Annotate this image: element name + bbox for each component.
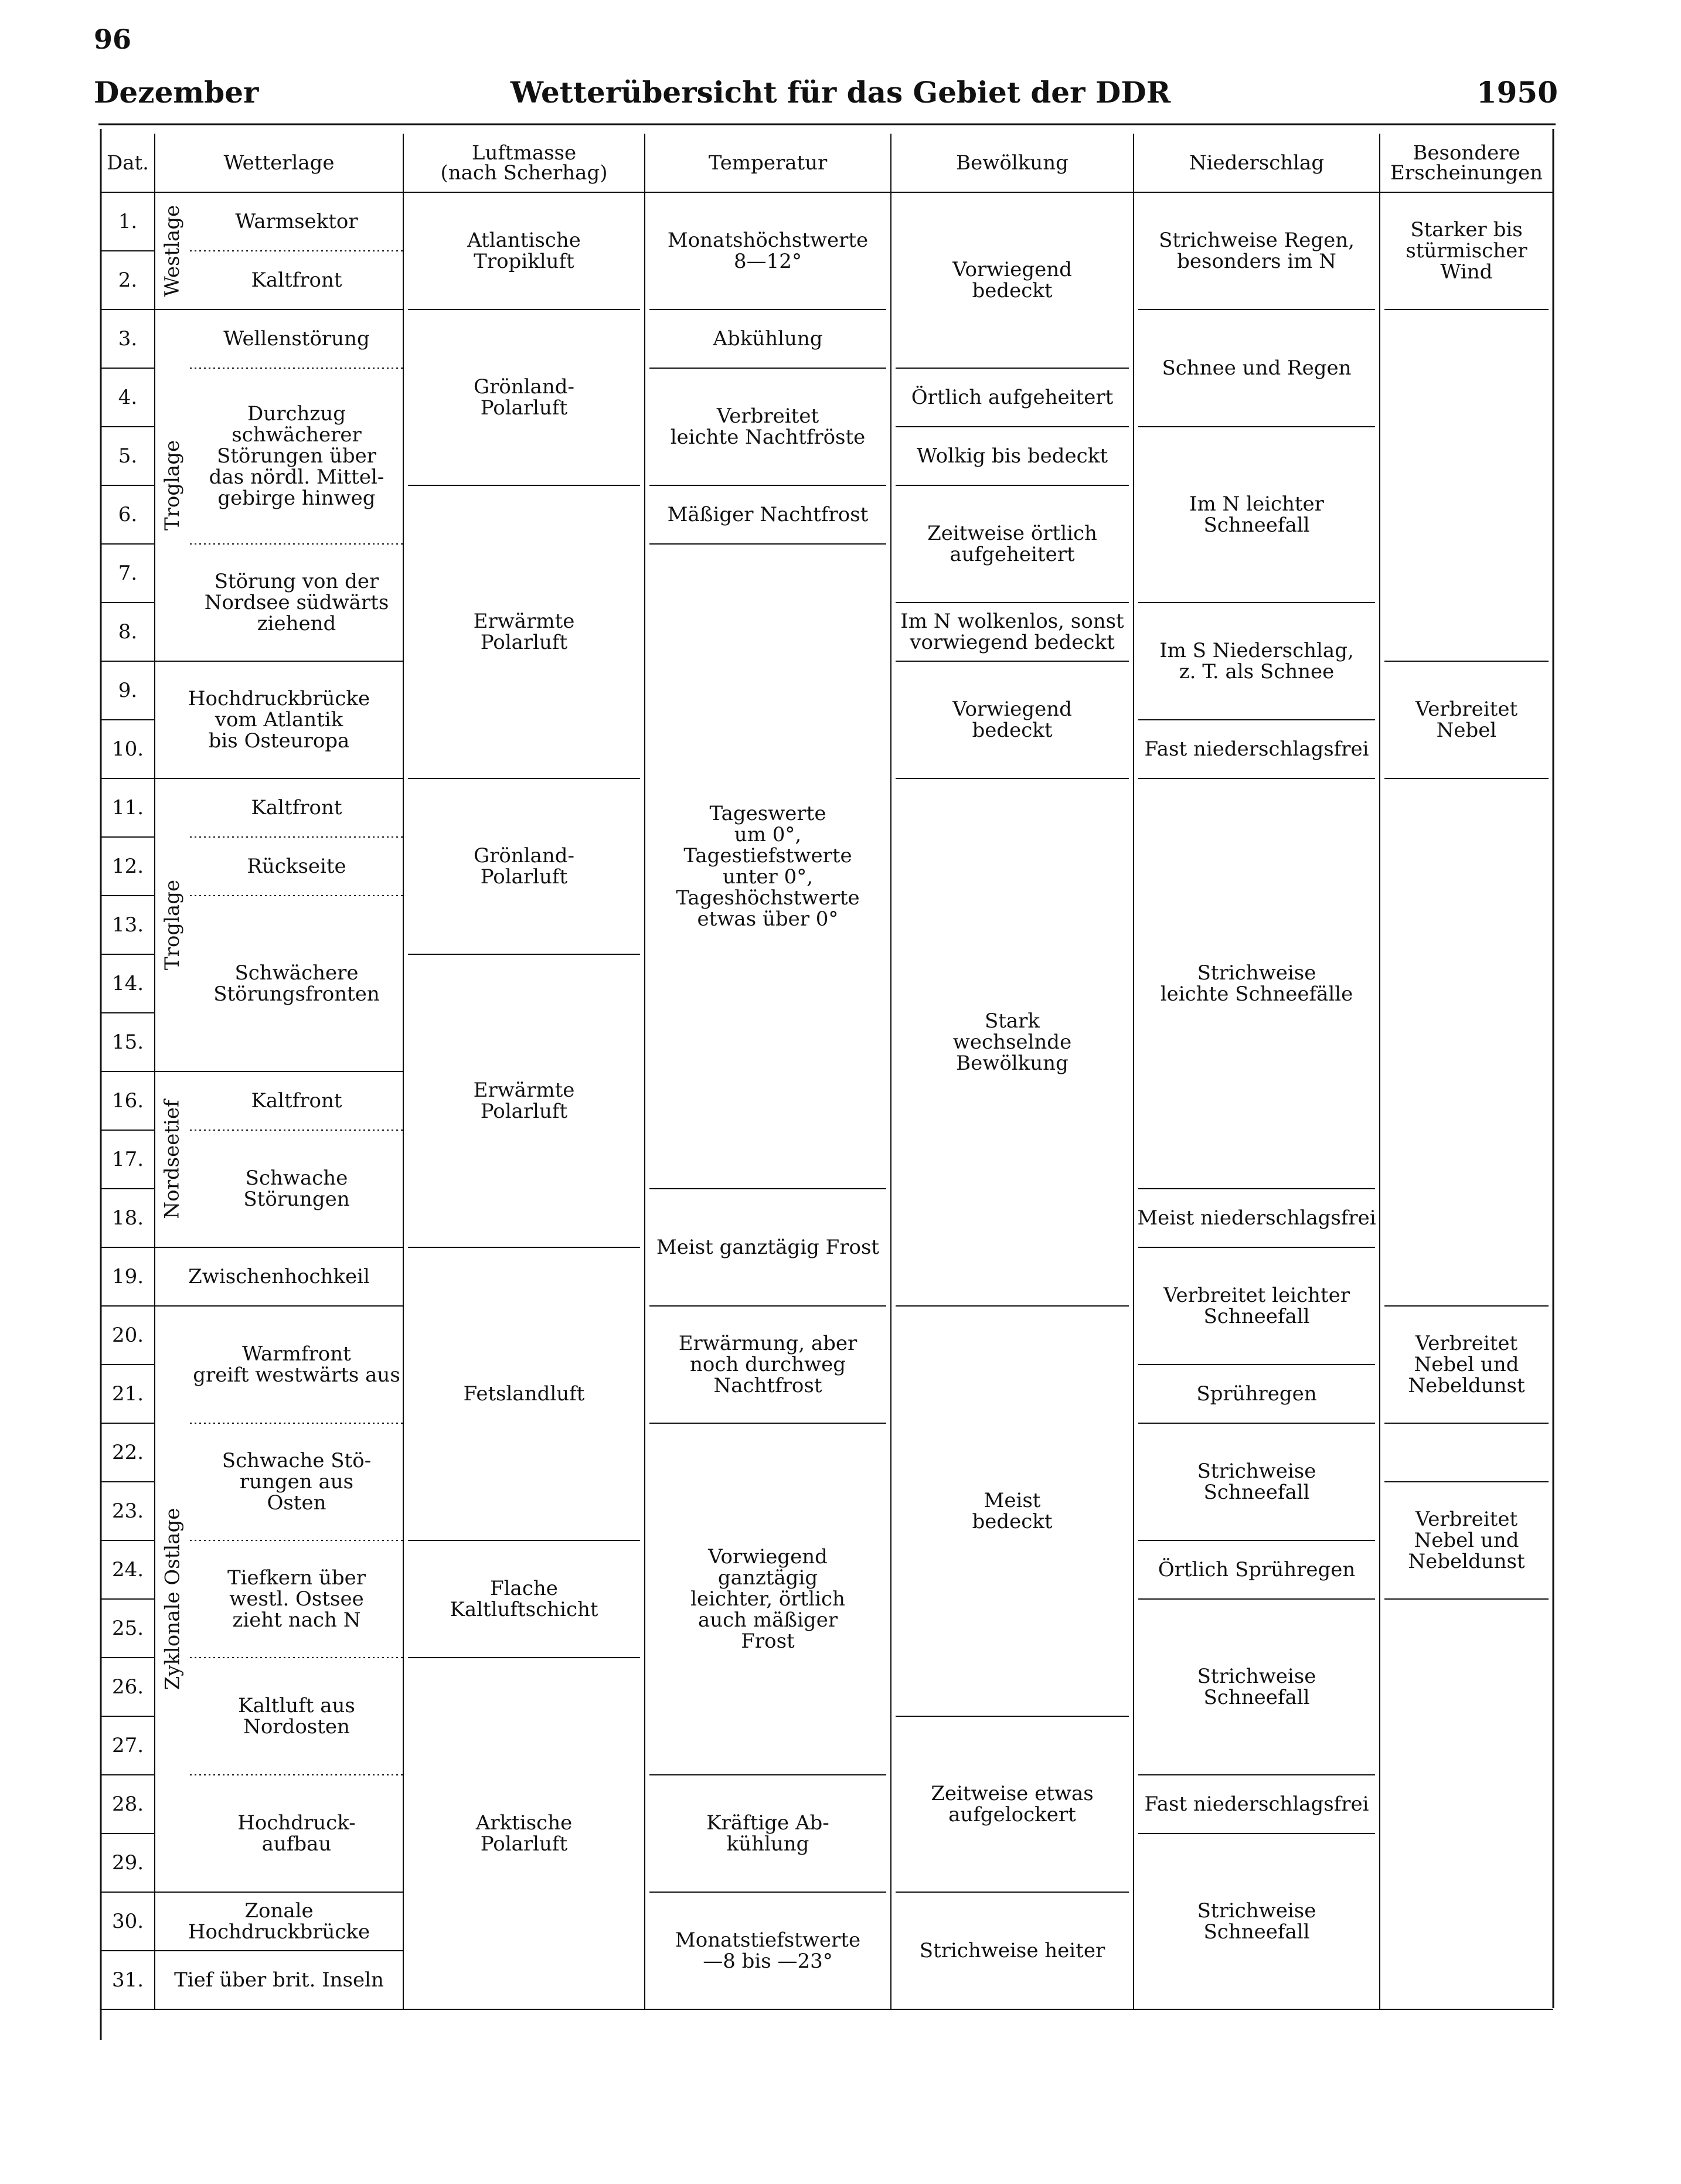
month-label: Dezember bbox=[94, 75, 259, 110]
temperatur-cell: Meist ganztägig Frost bbox=[656, 1236, 880, 1259]
header-besondere: Besondere Erscheinungen bbox=[1390, 141, 1543, 185]
wetterlage-cell: Durchzug schwächerer Störungen über das nördl. Mittel- gebirge hinweg bbox=[209, 402, 384, 510]
luftmasse-cell: Grönland- Polarluft bbox=[473, 844, 575, 889]
besondere-cell: Verbreitet Nebel und Nebeldunst bbox=[1408, 1332, 1525, 1397]
luftmasse-cell: Fetslandluft bbox=[463, 1382, 585, 1406]
lage-label bbox=[155, 1071, 190, 1247]
temperatur-cell: Kräftige Ab- kühlung bbox=[706, 1811, 829, 1856]
wetterlage-cell: Schwächere Störungsfronten bbox=[213, 961, 380, 1006]
lage-label bbox=[155, 309, 190, 661]
besondere-cell bbox=[1380, 1423, 1553, 1482]
niederschlag-cell: Im S Niederschlag, z. T. als Schnee bbox=[1159, 639, 1354, 683]
temperatur-cell: Mäßiger Nachtfrost bbox=[667, 503, 869, 526]
lage-label-text: Zyklonale Ostlage bbox=[161, 1508, 185, 1690]
bewoelkung-cell: Wolkig bis bedeckt bbox=[916, 444, 1108, 468]
header-bewoelkung: Bewölkung bbox=[956, 151, 1069, 175]
lage-label-text: Westlage bbox=[161, 205, 184, 297]
bewoelkung-cell: Stark wechselnde Bewölkung bbox=[952, 1009, 1072, 1075]
niederschlag-cell: Strichweise leichte Schneefälle bbox=[1160, 961, 1353, 1006]
temperatur-cell: Erwärmung, aber noch durchweg Nachtfrost bbox=[678, 1332, 857, 1397]
niederschlag-cell: Im N leichter Schneefall bbox=[1189, 492, 1324, 537]
wetterlage-cell: Kaltfront bbox=[251, 268, 342, 292]
day-number: 24. bbox=[111, 1558, 144, 1581]
day-number: 12. bbox=[111, 855, 144, 878]
wetterlage-cell: Tief über brit. Inseln bbox=[174, 1968, 384, 1992]
day-number: 16. bbox=[111, 1089, 144, 1113]
day-number: 5. bbox=[118, 444, 138, 468]
niederschlag-cell: Fast niederschlagsfrei bbox=[1144, 737, 1369, 761]
day-number: 9. bbox=[118, 679, 138, 702]
wetterlage-cell: Kaltluft aus Nordosten bbox=[238, 1694, 355, 1739]
niederschlag-cell: Sprühregen bbox=[1196, 1382, 1317, 1406]
day-number: 8. bbox=[118, 620, 138, 644]
bewoelkung-cell: Zeitweise etwas aufgelockert bbox=[931, 1782, 1094, 1826]
temperatur-cell: Monatstiefstwerte —8 bis —23° bbox=[675, 1928, 861, 1973]
day-number: 6. bbox=[118, 503, 138, 526]
lage-label bbox=[155, 192, 190, 309]
bewoelkung-cell: Vorwiegend bedeckt bbox=[952, 258, 1072, 302]
lage-label-text: Troglage bbox=[161, 879, 185, 971]
day-number: 31. bbox=[111, 1968, 144, 1992]
wetterlage-cell: Kaltfront bbox=[251, 796, 342, 819]
besondere-cell: Verbreitet Nebel bbox=[1415, 698, 1518, 742]
wetterlage-cell: Hochdruck- aufbau bbox=[237, 1811, 356, 1856]
header-temperatur: Temperatur bbox=[708, 151, 828, 175]
year-label: 1950 bbox=[1476, 75, 1558, 110]
day-number: 18. bbox=[111, 1206, 144, 1230]
luftmasse-cell: Arktische Polarluft bbox=[475, 1811, 573, 1856]
temperatur-cell: Monatshöchstwerte 8—12° bbox=[667, 229, 869, 273]
wetterlage-cell: Hochdruckbrücke vom Atlantik bis Osteuropa bbox=[188, 687, 370, 753]
luftmasse-cell: Erwärmte Polarluft bbox=[473, 1079, 575, 1123]
wetterlage-cell: Kaltfront bbox=[251, 1089, 342, 1113]
day-number: 19. bbox=[111, 1265, 144, 1288]
bewoelkung-cell: Zeitweise örtlich aufgeheitert bbox=[927, 522, 1097, 566]
day-number: 11. bbox=[111, 796, 144, 819]
niederschlag-cell: Örtlich Sprühregen bbox=[1158, 1558, 1356, 1581]
day-number: 2. bbox=[118, 268, 138, 292]
day-number: 7. bbox=[118, 562, 138, 585]
day-number: 29. bbox=[111, 1851, 144, 1875]
niederschlag-cell: Strichweise Regen, besonders im N bbox=[1159, 229, 1355, 273]
niederschlag-cell: Fast niederschlagsfrei bbox=[1144, 1792, 1369, 1816]
day-number: 23. bbox=[111, 1499, 144, 1523]
wetterlage-cell: Zwischenhochkeil bbox=[188, 1265, 370, 1288]
niederschlag-cell: Strichweise Schneefall bbox=[1197, 1899, 1316, 1944]
day-number: 4. bbox=[118, 386, 138, 409]
luftmasse-cell: Flache Kaltluftschicht bbox=[450, 1577, 598, 1621]
bewoelkung-cell: Im N wolkenlos, sonst vorwiegend bedeckt bbox=[900, 610, 1124, 654]
wetterlage-cell: Warmfront greift westwärts aus bbox=[193, 1342, 400, 1387]
temperatur-cell: Verbreitet leichte Nachtfröste bbox=[670, 404, 866, 449]
wetterlage-cell: Warmsektor bbox=[235, 210, 358, 233]
header-luftmasse: Luftmasse (nach Scherhag) bbox=[440, 141, 608, 185]
luftmasse-cell: Atlantische Tropikluft bbox=[467, 229, 581, 273]
wetterlage-cell: Schwache Störungen bbox=[243, 1166, 350, 1211]
day-number: 27. bbox=[111, 1734, 144, 1757]
besondere-cell: Starker bis stürmischer Wind bbox=[1406, 218, 1527, 284]
niederschlag-cell: Meist niederschlagsfrei bbox=[1137, 1206, 1376, 1230]
temperatur-cell: Vorwiegend ganztägig leichter, örtlich auch mäßiger Frost bbox=[690, 1545, 845, 1653]
wetterlage-cell: Störung von der Nordsee südwärts ziehend bbox=[204, 570, 389, 635]
niederschlag-cell: Strichweise Schneefall bbox=[1197, 1665, 1316, 1709]
besondere-cell bbox=[1380, 778, 1553, 1306]
niederschlag-cell: Verbreitet leichter Schneefall bbox=[1163, 1284, 1350, 1328]
temperatur-cell: Abkühlung bbox=[713, 327, 823, 351]
niederschlag-cell: Strichweise Schneefall bbox=[1197, 1460, 1316, 1504]
luftmasse-cell: Grönland- Polarluft bbox=[473, 375, 575, 420]
header-wetterlage: Wetterlage bbox=[223, 151, 335, 175]
day-number: 26. bbox=[111, 1675, 144, 1699]
day-number: 3. bbox=[118, 327, 138, 351]
temperatur-cell: Tageswerte um 0°, Tagestiefstwerte unter 0°, Tageshöchstwerte etwas über 0° bbox=[676, 802, 860, 931]
bewoelkung-cell: Vorwiegend bedeckt bbox=[952, 698, 1072, 742]
page-number: 96 bbox=[94, 23, 132, 55]
lage-label bbox=[155, 778, 190, 1071]
besondere-cell bbox=[1380, 309, 1553, 661]
day-number: 28. bbox=[111, 1792, 144, 1816]
day-number: 22. bbox=[111, 1441, 144, 1464]
bewoelkung-cell: Örtlich aufgeheitert bbox=[911, 386, 1114, 409]
day-number: 1. bbox=[118, 210, 138, 233]
bewoelkung-cell: Meist bedeckt bbox=[972, 1489, 1053, 1533]
header-niederschlag: Niederschlag bbox=[1189, 151, 1325, 175]
wetterlage-cell: Rückseite bbox=[247, 855, 346, 878]
lage-label-text: Nordseetief bbox=[161, 1100, 185, 1219]
day-number: 30. bbox=[111, 1910, 144, 1933]
wetterlage-cell: Tiefkern über westl. Ostsee zieht nach N bbox=[227, 1566, 366, 1632]
luftmasse-cell: Erwärmte Polarluft bbox=[473, 610, 575, 654]
day-number: 10. bbox=[111, 737, 144, 761]
bewoelkung-cell: Strichweise heiter bbox=[919, 1939, 1105, 1962]
besondere-cell: Verbreitet Nebel und Nebeldunst bbox=[1408, 1508, 1525, 1573]
day-number: 13. bbox=[111, 913, 144, 937]
day-number: 25. bbox=[111, 1617, 144, 1640]
day-number: 20. bbox=[111, 1324, 144, 1347]
day-number: 15. bbox=[111, 1030, 144, 1054]
day-number: 14. bbox=[111, 972, 144, 995]
day-number: 21. bbox=[111, 1382, 144, 1406]
lage-label bbox=[155, 1306, 190, 1892]
page-title: Wetterübersicht für das Gebiet der DDR bbox=[510, 75, 1171, 110]
wetterlage-cell: Zonale Hochdruckbrücke bbox=[188, 1899, 370, 1944]
header-dat: Dat. bbox=[106, 151, 149, 175]
besondere-cell bbox=[1380, 1599, 1553, 2009]
day-number: 17. bbox=[111, 1148, 144, 1171]
wetterlage-cell: Schwache Stö- rungen aus Osten bbox=[222, 1449, 372, 1515]
niederschlag-cell: Schnee und Regen bbox=[1162, 356, 1352, 380]
wetterlage-cell: Wellenstörung bbox=[223, 327, 370, 351]
lage-label-text: Troglage bbox=[161, 440, 185, 531]
